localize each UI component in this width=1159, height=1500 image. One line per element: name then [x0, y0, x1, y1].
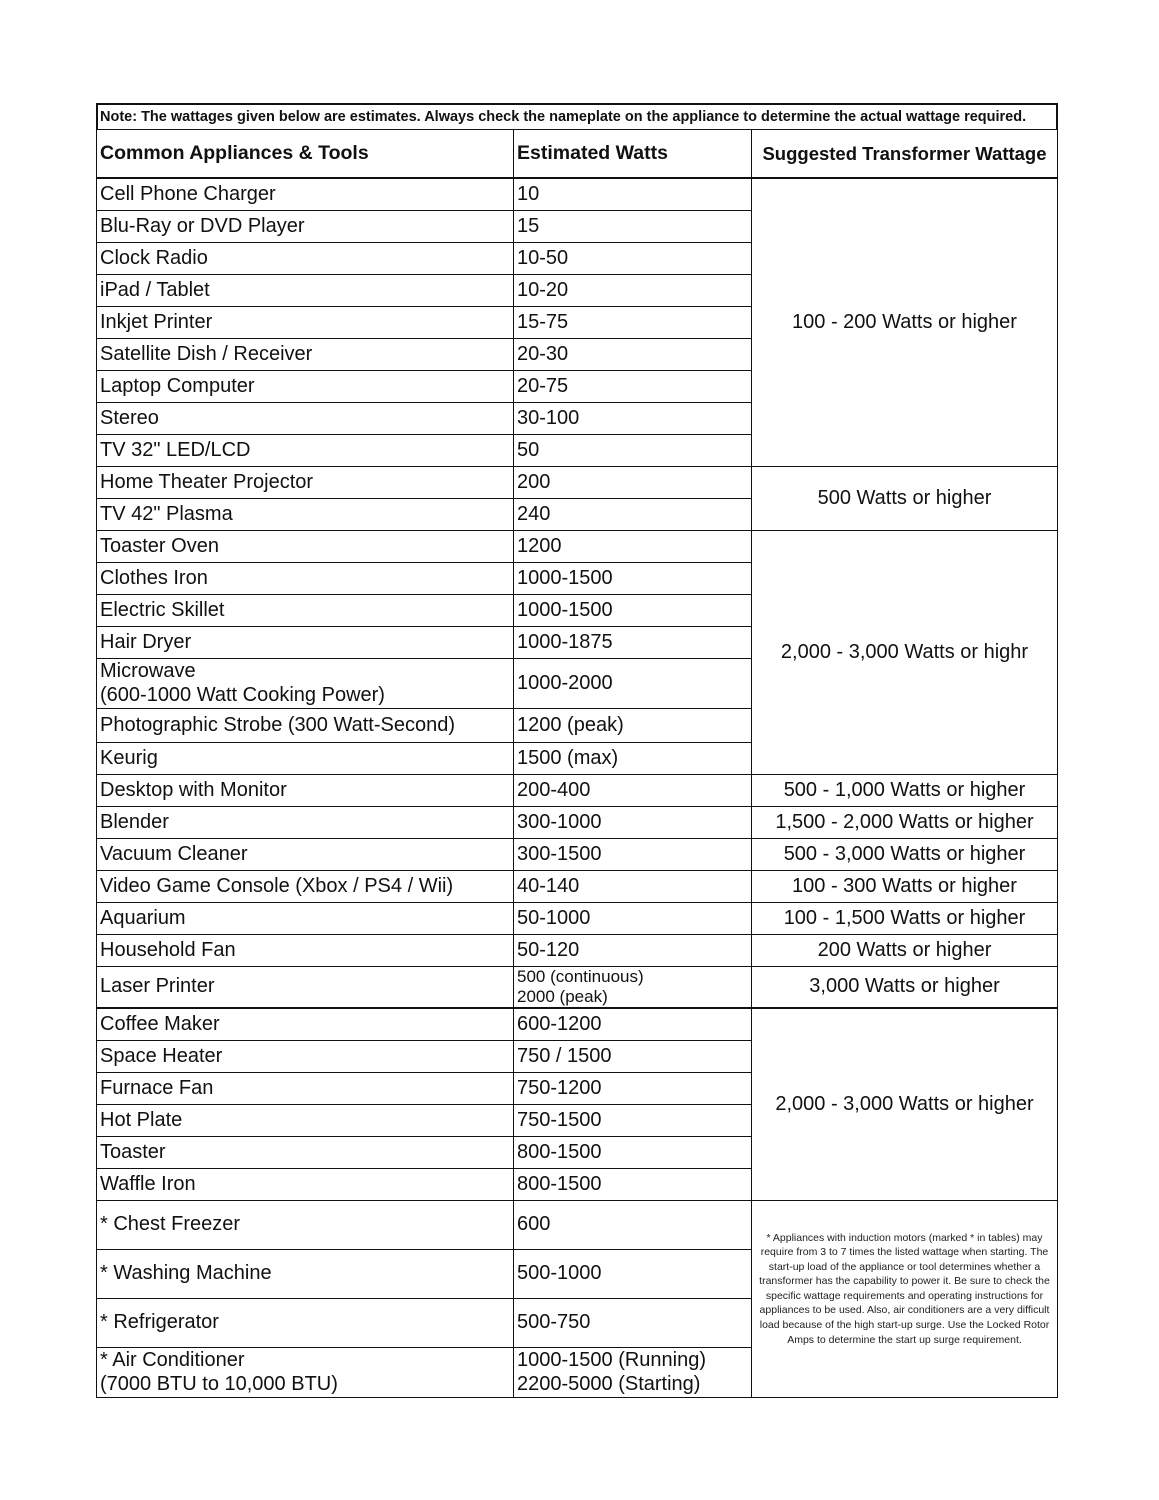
watts-line-1: 1000-1500 (Running): [517, 1349, 707, 1371]
wattage-sheet: [96, 103, 1058, 1398]
header-watts: Estimated Watts: [514, 130, 752, 179]
appliance-cell: Space Heater: [97, 1040, 514, 1072]
appliance-cell: Aquarium: [97, 902, 514, 934]
watts-cell: 1000-1500: [514, 594, 752, 626]
watts-line-2: 2200-5000 (Starting): [517, 1373, 701, 1395]
header-appliance: Common Appliances & Tools: [97, 130, 514, 179]
watts-cell: 750-1500: [514, 1104, 752, 1136]
appliance-cell: Blender: [97, 806, 514, 838]
watts-line-2: 2000 (peak): [517, 986, 608, 1006]
watts-cell: 1200 (peak): [514, 708, 752, 742]
appliance-cell: Coffee Maker: [97, 1008, 514, 1040]
watts-cell: 1000-1500: [514, 562, 752, 594]
transformer-group-3: 2,000 - 3,000 Watts or highr: [752, 530, 1058, 774]
table-row: [97, 1008, 1058, 1040]
appliance-cell: Laser Printer: [97, 966, 514, 1008]
watts-cell: 800-1500: [514, 1168, 752, 1200]
watts-cell: [514, 1347, 752, 1397]
watts-cell: 750 / 1500: [514, 1040, 752, 1072]
appliance-cell: Home Theater Projector: [97, 466, 514, 498]
table-row: [97, 806, 1058, 838]
appliance-cell: Furnace Fan: [97, 1072, 514, 1104]
transformer-cell: 3,000 Watts or higher: [752, 966, 1058, 1008]
table-row: [97, 1200, 1058, 1249]
appliance-cell: Toaster: [97, 1136, 514, 1168]
watts-cell: 20-75: [514, 370, 752, 402]
table-row: [97, 530, 1058, 562]
appliance-cell: Hot Plate: [97, 1104, 514, 1136]
appliance-cell: * Washing Machine: [97, 1249, 514, 1298]
transformer-cell: 100 - 300 Watts or higher: [752, 870, 1058, 902]
appliance-cell: Satellite Dish / Receiver: [97, 338, 514, 370]
table-row: [97, 870, 1058, 902]
watts-cell: 1000-2000: [514, 658, 752, 708]
induction-motor-footnote: * Appliances with induction motors (marked * in tables) may require from 3 to 7 times the listed wattage when starting. The start-up load of the appliance or tool determines whether a transformer has the capability to power it. Be sure to check the specific wattage requirements and operating instructions for appliances to be used. Also, air conditioners are a very difficult load because of the high start-up surge. Use the Locked Rotor Amps to determine the start up surge requirement.: [752, 1200, 1058, 1397]
watts-cell: 15: [514, 210, 752, 242]
appliance-cell: Photographic Strobe (300 Watt-Second): [97, 708, 514, 742]
table-row: [97, 902, 1058, 934]
appliance-cell: TV 32" LED/LCD: [97, 434, 514, 466]
watts-cell: 10-50: [514, 242, 752, 274]
appliance-cell: Electric Skillet: [97, 594, 514, 626]
appliance-cell: Waffle Iron: [97, 1168, 514, 1200]
appliance-line-1: * Air Conditioner: [100, 1349, 245, 1371]
appliance-cell: Inkjet Printer: [97, 306, 514, 338]
header-row: [97, 130, 1058, 179]
transformer-cell: 500 - 1,000 Watts or higher: [752, 774, 1058, 806]
appliance-cell: Hair Dryer: [97, 626, 514, 658]
appliance-cell: Blu-Ray or DVD Player: [97, 210, 514, 242]
appliance-cell: Vacuum Cleaner: [97, 838, 514, 870]
table-row: [97, 934, 1058, 966]
appliance-cell: Video Game Console (Xbox / PS4 / Wii): [97, 870, 514, 902]
appliance-cell: Laptop Computer: [97, 370, 514, 402]
appliance-line-2: (7000 BTU to 10,000 BTU): [100, 1373, 338, 1395]
watts-cell: 15-75: [514, 306, 752, 338]
watts-cell: 40-140: [514, 870, 752, 902]
watts-cell: 300-1000: [514, 806, 752, 838]
watts-cell: 20-30: [514, 338, 752, 370]
watts-cell: 50-120: [514, 934, 752, 966]
watts-cell: 800-1500: [514, 1136, 752, 1168]
watts-cell: 500-750: [514, 1298, 752, 1347]
table-row: [97, 838, 1058, 870]
transformer-cell: 100 - 1,500 Watts or higher: [752, 902, 1058, 934]
transformer-cell: 500 - 3,000 Watts or higher: [752, 838, 1058, 870]
table-row: [97, 966, 1058, 1008]
watts-cell: 300-1500: [514, 838, 752, 870]
estimate-note: Note: The wattages given below are estimates. Always check the nameplate on the appliance to determine the actual wattage required.: [96, 103, 1058, 129]
watts-cell: 1500 (max): [514, 742, 752, 774]
watts-cell: 750-1200: [514, 1072, 752, 1104]
wattage-table: [96, 129, 1058, 1398]
watts-cell: 30-100: [514, 402, 752, 434]
appliance-cell: iPad / Tablet: [97, 274, 514, 306]
appliance-cell: * Chest Freezer: [97, 1200, 514, 1249]
appliance-cell: Household Fan: [97, 934, 514, 966]
table-row: [97, 178, 1058, 210]
appliance-line-1: Microwave: [100, 660, 196, 682]
appliance-cell: Clock Radio: [97, 242, 514, 274]
appliance-cell: Clothes Iron: [97, 562, 514, 594]
watts-line-1: 500 (continuous): [517, 966, 644, 986]
appliance-cell: [97, 658, 514, 708]
transformer-group-2: 500 Watts or higher: [752, 466, 1058, 530]
watts-cell: 200-400: [514, 774, 752, 806]
appliance-cell: [97, 1347, 514, 1397]
watts-cell: 600-1200: [514, 1008, 752, 1040]
appliance-cell: * Refrigerator: [97, 1298, 514, 1347]
watts-cell: 240: [514, 498, 752, 530]
watts-cell: [514, 966, 752, 1008]
transformer-cell: 200 Watts or higher: [752, 934, 1058, 966]
appliance-cell: Desktop with Monitor: [97, 774, 514, 806]
appliance-cell: Toaster Oven: [97, 530, 514, 562]
watts-cell: 200: [514, 466, 752, 498]
watts-cell: 50: [514, 434, 752, 466]
appliance-cell: TV 42" Plasma: [97, 498, 514, 530]
watts-cell: 50-1000: [514, 902, 752, 934]
appliance-cell: Cell Phone Charger: [97, 178, 514, 210]
watts-cell: 10: [514, 178, 752, 210]
appliance-cell: Stereo: [97, 402, 514, 434]
watts-cell: 10-20: [514, 274, 752, 306]
header-transformer: Suggested Transformer Wattage: [752, 130, 1058, 179]
watts-cell: 600: [514, 1200, 752, 1249]
table-row: [97, 774, 1058, 806]
watts-cell: 500-1000: [514, 1249, 752, 1298]
watts-cell: 1200: [514, 530, 752, 562]
transformer-group-1: 100 - 200 Watts or higher: [752, 178, 1058, 466]
transformer-cell: 1,500 - 2,000 Watts or higher: [752, 806, 1058, 838]
table-row: [97, 466, 1058, 498]
appliance-cell: Keurig: [97, 742, 514, 774]
appliance-line-2: (600-1000 Watt Cooking Power): [100, 684, 385, 706]
transformer-group-4: 2,000 - 3,000 Watts or higher: [752, 1008, 1058, 1200]
watts-cell: 1000-1875: [514, 626, 752, 658]
